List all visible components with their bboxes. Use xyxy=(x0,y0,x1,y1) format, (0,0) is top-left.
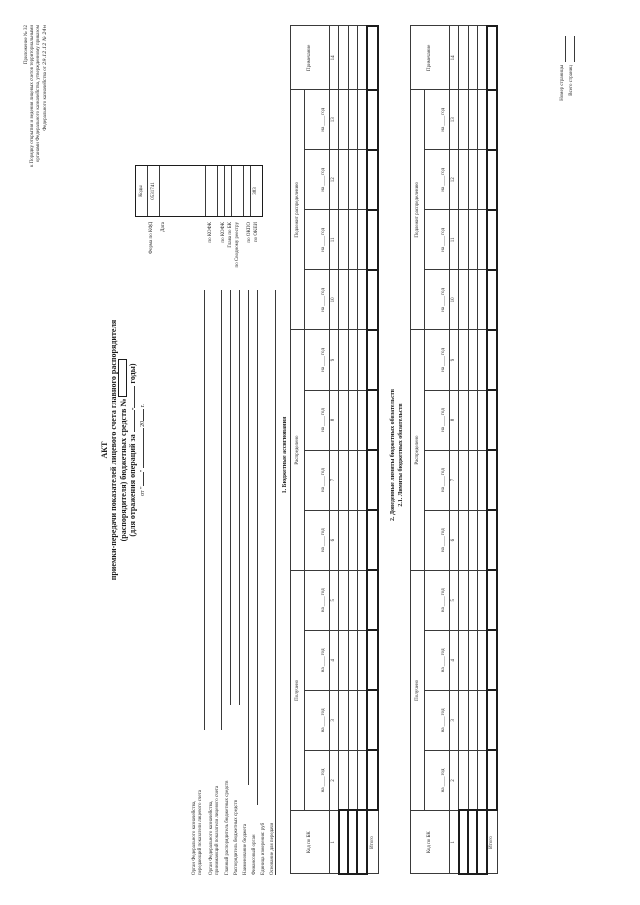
total-cell[interactable] xyxy=(487,510,497,570)
th-year: на____год xyxy=(305,510,330,570)
col-num: 10 xyxy=(450,270,459,330)
page-number-field[interactable] xyxy=(565,36,566,62)
total-cell[interactable] xyxy=(487,450,497,510)
cell[interactable] xyxy=(477,690,486,750)
year-to-blank[interactable] xyxy=(134,386,135,408)
cell[interactable] xyxy=(339,210,348,270)
title-line-4c: годы) xyxy=(128,363,137,384)
col-num: 9 xyxy=(450,330,459,390)
total-cell[interactable] xyxy=(367,26,378,90)
cell[interactable] xyxy=(357,450,366,510)
appendix-order-ref: 29.12.12 № 24н xyxy=(42,25,48,65)
cell[interactable] xyxy=(348,810,357,874)
th-to-distribute: Подлежит распределению xyxy=(411,90,425,330)
total-label: Итого xyxy=(487,810,497,874)
cell[interactable] xyxy=(348,630,357,690)
total-cell[interactable] xyxy=(487,750,497,810)
okpo-value[interactable] xyxy=(244,166,251,216)
total-cell[interactable] xyxy=(487,570,497,630)
kofk1-label: по КОФК xyxy=(208,222,213,243)
title-line-1: АКТ xyxy=(100,441,109,459)
th-year: на____год xyxy=(425,90,450,150)
total-cell[interactable] xyxy=(367,210,378,270)
codes-header: Коды xyxy=(136,166,148,216)
col-num: 14 xyxy=(450,26,459,90)
th-year: на____год xyxy=(425,750,450,810)
total-cell[interactable] xyxy=(487,26,497,90)
codes-box xyxy=(135,165,263,217)
appendix-line-1: Приложение № 32 xyxy=(24,25,29,65)
year-from-blank[interactable] xyxy=(134,410,135,432)
th-code: Код по БК xyxy=(291,810,330,874)
cell[interactable] xyxy=(477,150,486,210)
cell[interactable] xyxy=(357,26,366,90)
codes-labels xyxy=(136,222,261,290)
field-sender-line2: передающий показатели лицевого счета xyxy=(198,789,203,875)
date-quote: " xyxy=(140,469,146,473)
th-received: Получено xyxy=(411,570,425,810)
th-year: на____год xyxy=(425,450,450,510)
glava-value[interactable] xyxy=(225,166,232,216)
cell[interactable] xyxy=(357,390,366,450)
page-number-label: Номер страницы xyxy=(560,65,565,101)
col-num: 10 xyxy=(330,270,339,330)
col-num: 3 xyxy=(330,690,339,750)
cell[interactable] xyxy=(477,510,486,570)
cell[interactable] xyxy=(348,150,357,210)
total-cell[interactable] xyxy=(487,90,497,150)
cell[interactable] xyxy=(477,450,486,510)
th-to-distribute: Подлежит распределению xyxy=(291,90,305,330)
cell[interactable] xyxy=(339,90,348,150)
cell[interactable] xyxy=(339,810,348,874)
cell[interactable] xyxy=(468,26,477,90)
field-finance-body: Финансовый орган xyxy=(252,834,257,875)
field-basis: Основание для передачи xyxy=(270,822,275,875)
cell[interactable] xyxy=(357,90,366,150)
svod-value[interactable] xyxy=(232,166,244,216)
col-num: 4 xyxy=(330,630,339,690)
field-receiver-line2: принимающий показатели лицевого счета xyxy=(215,785,220,875)
section2-subtitle: 2.1. Лимиты бюджетных обязательств xyxy=(398,403,404,507)
main-manager-underline[interactable] xyxy=(230,290,231,705)
account-number-field[interactable] xyxy=(118,359,127,397)
cell[interactable] xyxy=(357,570,366,630)
cell[interactable] xyxy=(459,570,468,630)
budget-name-underline[interactable] xyxy=(248,290,249,785)
date-label: Дата xyxy=(161,222,166,232)
cell[interactable] xyxy=(477,570,486,630)
cell[interactable] xyxy=(348,90,357,150)
th-note: Примечание xyxy=(291,26,330,90)
okpo-label: по ОКПО xyxy=(247,222,252,243)
th-code: Код по БК xyxy=(411,810,450,874)
appendix-line-3: органами Федерального казначейства, утвержденному приказом xyxy=(36,25,41,163)
col-num: 5 xyxy=(450,570,459,630)
cell[interactable] xyxy=(339,450,348,510)
total-cell[interactable] xyxy=(487,690,497,750)
date-value[interactable] xyxy=(160,166,206,216)
cell[interactable] xyxy=(357,330,366,390)
cell[interactable] xyxy=(459,210,468,270)
total-cell[interactable] xyxy=(487,150,497,210)
header-fields xyxy=(192,695,279,875)
cell[interactable] xyxy=(468,450,477,510)
cell[interactable] xyxy=(477,810,486,874)
cell[interactable] xyxy=(348,750,357,810)
col-num: 6 xyxy=(450,510,459,570)
cell[interactable] xyxy=(468,750,477,810)
total-cell[interactable] xyxy=(367,270,378,330)
cell[interactable] xyxy=(339,750,348,810)
cell[interactable] xyxy=(348,26,357,90)
cell[interactable] xyxy=(339,330,348,390)
col-num: 11 xyxy=(450,210,459,270)
cell[interactable] xyxy=(468,150,477,210)
cell[interactable] xyxy=(477,90,486,150)
th-year: на____год xyxy=(305,690,330,750)
cell[interactable] xyxy=(477,390,486,450)
col-num: 8 xyxy=(330,390,339,450)
cell[interactable] xyxy=(468,570,477,630)
th-note: Примечание xyxy=(411,26,450,90)
cell[interactable] xyxy=(459,510,468,570)
cell[interactable] xyxy=(339,270,348,330)
cell[interactable] xyxy=(459,150,468,210)
total-cell[interactable] xyxy=(367,510,378,570)
basis-underline[interactable] xyxy=(275,290,276,875)
section2-title: 2. Доведенные лимиты бюджетных обязательств xyxy=(390,389,396,521)
col-num: 3 xyxy=(450,690,459,750)
col-num: 2 xyxy=(330,750,339,810)
svod-label: по Сводному реестру xyxy=(235,222,240,268)
total-cell[interactable] xyxy=(367,330,378,390)
finance-body-underline[interactable] xyxy=(257,290,258,805)
appendix-note xyxy=(24,25,49,265)
kofk2-value[interactable] xyxy=(218,166,225,216)
glava-label: Глава по БК xyxy=(228,222,233,248)
cell[interactable] xyxy=(348,270,357,330)
cell[interactable] xyxy=(477,26,486,90)
field-receiver-line1: Орган Федерального казначейства, xyxy=(209,800,214,875)
th-year: на____год xyxy=(425,150,450,210)
total-pages-label: Всего страниц xyxy=(569,65,574,96)
th-year: на____год xyxy=(305,450,330,510)
cell[interactable] xyxy=(339,26,348,90)
th-received: Получено xyxy=(291,570,305,810)
th-year: на____год xyxy=(305,750,330,810)
th-year: на____год xyxy=(425,210,450,270)
cell[interactable] xyxy=(468,210,477,270)
cell[interactable] xyxy=(357,690,366,750)
total-pages-field[interactable] xyxy=(574,36,575,62)
cell[interactable] xyxy=(459,690,468,750)
th-year: на____год xyxy=(305,150,330,210)
date-year: 20 xyxy=(140,420,146,427)
th-year: на____год xyxy=(425,270,450,330)
total-cell[interactable] xyxy=(487,270,497,330)
field-main-manager: Главный распорядитель бюджетных средств xyxy=(225,780,230,875)
cell[interactable] xyxy=(468,810,477,874)
th-year: на____год xyxy=(425,570,450,630)
act-title xyxy=(100,285,148,615)
col-num: 14 xyxy=(330,26,339,90)
total-label: Итого xyxy=(367,810,378,874)
okei-label: по ОКЕИ xyxy=(254,222,259,243)
total-cell[interactable] xyxy=(367,150,378,210)
total-cell[interactable] xyxy=(367,750,378,810)
th-year: на____год xyxy=(425,510,450,570)
col-num: 12 xyxy=(450,150,459,210)
th-year: на____год xyxy=(425,690,450,750)
receiver-underline[interactable] xyxy=(221,290,222,730)
total-cell[interactable] xyxy=(367,390,378,450)
cell[interactable] xyxy=(468,510,477,570)
cell[interactable] xyxy=(348,210,357,270)
cell[interactable] xyxy=(468,390,477,450)
col-num: 1 xyxy=(450,810,459,874)
okud-label: Форма по КФД xyxy=(149,222,154,254)
total-cell[interactable] xyxy=(487,330,497,390)
field-budget-name: Наименование бюджета xyxy=(243,823,248,875)
cell[interactable] xyxy=(357,630,366,690)
th-year: на____год xyxy=(305,390,330,450)
title-line-4a: (для отражения операций за xyxy=(128,434,137,537)
cell[interactable] xyxy=(348,510,357,570)
total-cell[interactable] xyxy=(367,570,378,630)
title-line-3: (распорядителя) бюджетных средств № xyxy=(119,398,128,542)
cell[interactable] xyxy=(339,510,348,570)
col-num: 12 xyxy=(330,150,339,210)
cell[interactable] xyxy=(459,90,468,150)
cell[interactable] xyxy=(348,330,357,390)
cell[interactable] xyxy=(339,150,348,210)
section1-title: 1. Бюджетные ассигнования xyxy=(282,416,288,494)
cell[interactable] xyxy=(468,330,477,390)
table-budget-allocations xyxy=(290,25,379,875)
th-year: на____год xyxy=(425,390,450,450)
cell[interactable] xyxy=(357,270,366,330)
title-line-2: приемки-передачи показателей лицевого счета главного распорядителя xyxy=(109,319,118,581)
cell[interactable] xyxy=(348,690,357,750)
cell[interactable] xyxy=(357,210,366,270)
okei-value: 383 xyxy=(252,187,258,195)
total-cell[interactable] xyxy=(367,630,378,690)
cell[interactable] xyxy=(339,570,348,630)
cell[interactable] xyxy=(477,750,486,810)
th-distributed: Распределено xyxy=(411,330,425,570)
cell[interactable] xyxy=(477,330,486,390)
th-year: на____год xyxy=(425,630,450,690)
cell[interactable] xyxy=(477,210,486,270)
cell[interactable] xyxy=(468,270,477,330)
col-num: 11 xyxy=(330,210,339,270)
col-num: 7 xyxy=(330,450,339,510)
kofk2-label: по КОФК xyxy=(221,222,226,243)
cell[interactable] xyxy=(339,690,348,750)
date-month-blank[interactable] xyxy=(143,428,144,468)
th-year: на____год xyxy=(305,330,330,390)
cell[interactable] xyxy=(468,630,477,690)
cell[interactable] xyxy=(468,90,477,150)
appendix-line-2: к Порядку открытия и ведения лицевых счетов территориальными xyxy=(30,25,35,168)
cell[interactable] xyxy=(459,450,468,510)
appendix-line-4: Федерального казначейства от xyxy=(43,66,48,131)
total-cell[interactable] xyxy=(487,210,497,270)
manager-underline[interactable] xyxy=(239,290,240,705)
cell[interactable] xyxy=(357,810,366,874)
cell[interactable] xyxy=(459,270,468,330)
th-year: на____год xyxy=(305,210,330,270)
total-cell[interactable] xyxy=(367,90,378,150)
table-limits xyxy=(410,25,498,875)
field-manager: Распорядитель бюджетных средств xyxy=(234,799,239,875)
date-year-blank[interactable] xyxy=(143,409,144,421)
cell[interactable] xyxy=(339,390,348,450)
cell[interactable] xyxy=(459,630,468,690)
th-year: на____год xyxy=(305,270,330,330)
cell[interactable] xyxy=(357,750,366,810)
total-cell[interactable] xyxy=(367,450,378,510)
date-day-blank[interactable] xyxy=(143,472,144,486)
th-year: на____год xyxy=(305,90,330,150)
cell[interactable] xyxy=(459,810,468,874)
date-suffix: г. xyxy=(140,404,146,408)
cell[interactable] xyxy=(348,570,357,630)
field-sender-line1: Орган Федерального казначейства, xyxy=(192,800,197,875)
col-num: 13 xyxy=(330,90,339,150)
cell[interactable] xyxy=(348,450,357,510)
cell[interactable] xyxy=(477,630,486,690)
okud-value: 0531741 xyxy=(148,166,160,216)
col-num: 9 xyxy=(330,330,339,390)
sender-underline[interactable] xyxy=(204,290,205,730)
col-num: 5 xyxy=(330,570,339,630)
col-num: 8 xyxy=(450,390,459,450)
col-num: 7 xyxy=(450,450,459,510)
cell[interactable] xyxy=(459,750,468,810)
col-num: 1 xyxy=(330,810,339,874)
date-prefix: от " xyxy=(140,486,146,496)
th-year: на____год xyxy=(305,570,330,630)
col-num: 4 xyxy=(450,630,459,690)
total-cell[interactable] xyxy=(367,690,378,750)
cell[interactable] xyxy=(459,26,468,90)
cell[interactable] xyxy=(477,270,486,330)
col-num: 6 xyxy=(330,510,339,570)
total-cell[interactable] xyxy=(487,630,497,690)
th-year: на____год xyxy=(425,330,450,390)
cell[interactable] xyxy=(348,390,357,450)
cell[interactable] xyxy=(459,330,468,390)
col-num: 13 xyxy=(450,90,459,150)
th-distributed: Распределено xyxy=(291,330,305,570)
total-cell[interactable] xyxy=(487,390,497,450)
field-unit: Единица измерения: руб xyxy=(261,822,266,875)
col-num: 2 xyxy=(450,750,459,810)
cell[interactable] xyxy=(357,510,366,570)
cell[interactable] xyxy=(357,150,366,210)
th-year: на____год xyxy=(305,630,330,690)
cell[interactable] xyxy=(468,690,477,750)
kofk1-value[interactable] xyxy=(206,166,218,216)
cell[interactable] xyxy=(459,390,468,450)
cell[interactable] xyxy=(339,630,348,690)
title-line-4b: - xyxy=(128,407,137,411)
